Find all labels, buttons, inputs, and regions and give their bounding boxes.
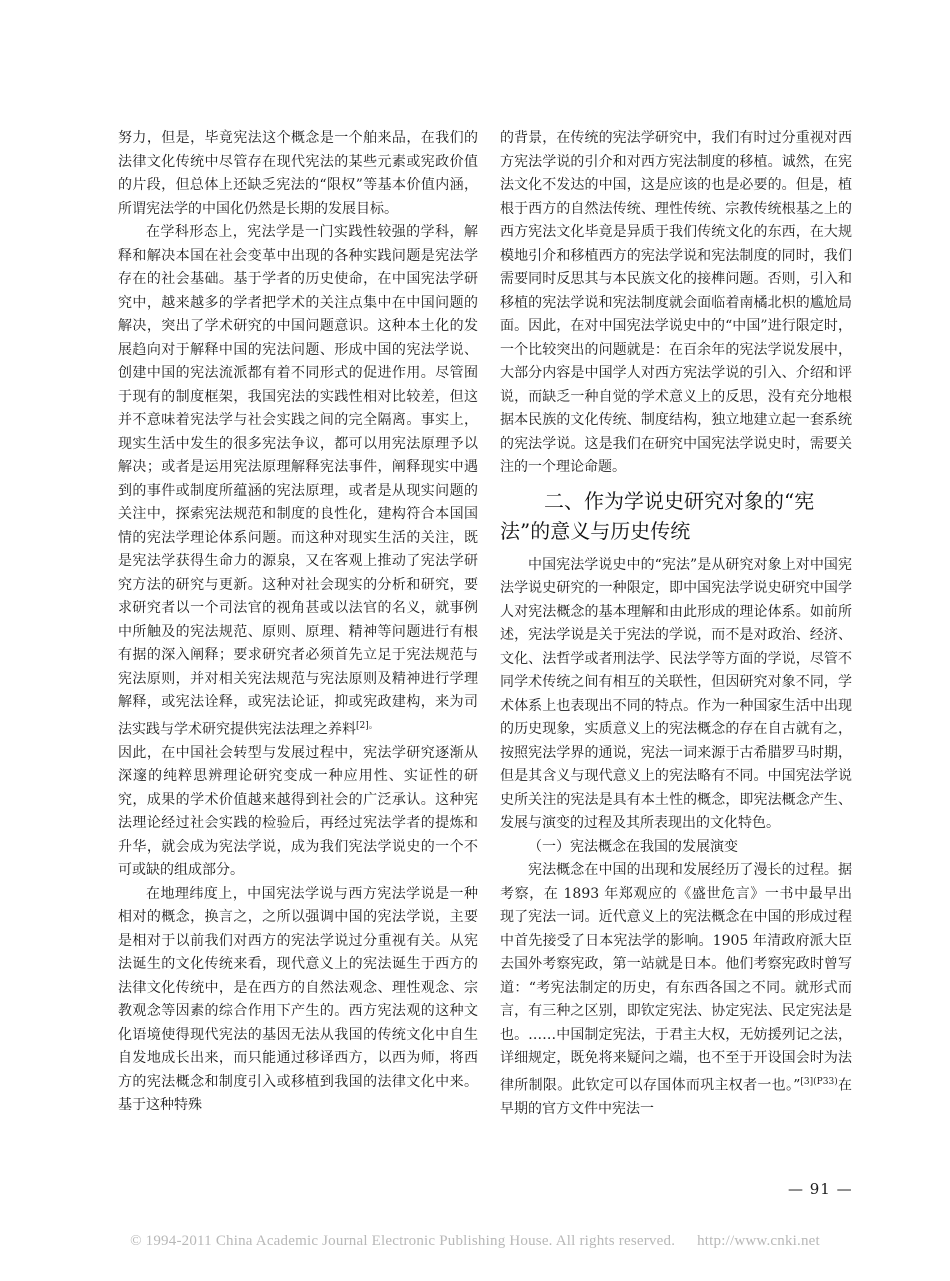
paragraph-4: 在地理纬度上，中国宪法学说与西方宪法学说是一种相对的概念，换言之，之所以强调中国的宪法学说，主要是相对于以前我们对西方的宪法学说过分重视有关。从宪法诞生的文化传统来看，现代意义上的宪法诞生于西方的法律文化传统中，是在西方的自然法观念、理性观念、宗教观念等因素的综合作用下产生的。西方宪法观的这种文化语境使得现代宪法的基因无法从我国的传统文化中自生自发地成长出来，而只能通过移译西方，以西为师，将西方的宪法概念和制度引入或移植到我国的法律文化中来。基于这种特殊: [118, 885, 478, 1114]
paragraph-2-text: 在学科形态上，宪法学是一门实践性较强的学科，解释和解决本国在社会变革中出现的各种实践问题是宪法学存在的社会基础。基于学者的历史使命，在中国宪法学研究中，越来越多的学者把学术的关注点集中在中国问题的解决，突出了学术研究的中国问题意识。这种本土化的发展趋向对于解释中国的宪法问题、形成中国的宪法学说、创建中国的宪法流派都有着不同形式的促进作用。尽管囿于现有的制度框架，我国宪法的实践性相对比较差，但这并不意味着宪法学与社会实践之间的完全隔离。事实上，现实生活中发生的很多宪法争议，都可以用宪法原理予以解决；或者是运用宪法原理解释宪法事件，阐释现实中遇到的事件或制度所蕴涵的宪法原理，或者是从现实问题的关注中，探索宪法规范和制度的良性化，建构符合本国国情的宪法学理论体系问题。而这种对现实生活的关注，既是宪法学获得生命力的源泉，又在客观上推动了宪法学研究方法的研究与更新。这种对社会现实的分析和研究，要求研究者以一个司法官的视角甚或以法官的名义，就事例中所触及的宪法规范、原则、原理、精神等问题进行有根有据的深入阐释；要求研究者必须首先立足于宪法规范与宪法原则，并对相关宪法规范与宪法原则及精神进行学理解释，或宪法诠释，或宪法论证，抑或宪政建构，来为司法实践与学术研究提供宪法法理之养料: [118, 224, 478, 738]
right-column: [500, 127, 852, 1121]
footer: [0, 1233, 950, 1250]
paragraph-7-text: 宪法概念在中国的出现和发展经历了漫长的过程。据考察，在 1893 年郑观应的《盛世危言》一书中最早出现了宪法一词。近代意义上的宪法概念在中国的形成过程中首先接受了日本宪法学的影响。1905 年清政府派大臣去国外考察宪政，第一站就是日本。他们考察宪政时曾写道：“考宪法制定的历史，有东西各国之不同。就形式而言，有三种之区别，即钦定宪法、协定宪法、民定宪法是也。……中国制定宪法，于君主大权，无妨援列记之法，详细规定，既免将来疑问之端，也不至于开设国会时为法律所制限。此钦定可以存国体而巩主权者一也。”: [500, 862, 852, 1094]
paragraph-1: 努力，但是，毕竟宪法这个概念是一个舶来品，在我们的法律文化传统中尽管存在现代宪法的某些元素或宪政价值的片段，但总体上还缺乏宪法的“限权”等基本价值内涵，所谓宪法学的中国化仍然是长期的发展目标。: [118, 130, 478, 217]
section-heading: 二、作为学说史研究对象的“宪法”的意义与历史传统: [500, 488, 815, 543]
paragraph-2: [118, 221, 478, 742]
paragraph-7-tail: 在早期的官方文件中宪法一: [500, 1077, 853, 1117]
page-number: — 91 —: [788, 1180, 853, 1198]
left-column: [118, 127, 478, 1118]
citation-2: [2]。: [356, 720, 378, 731]
footer-copyright: © 1994-2011 China Academic Journal Electronic Publishing House. All rights reserved.: [130, 1233, 676, 1249]
paragraph-5: 的背景，在传统的宪法学研究中，我们有时过分重视对西方宪法学说的引介和对西方宪法制度的移植。诚然，在宪法文化不发达的中国，这是应该的也是必要的。但是，植根于西方的自然法传统、理性传统、宗教传统根基之上的西方宪法文化毕竟是异质于我们传统文化的东西，在大规模地引介和移植西方的宪法学说和宪法制度的同时，我们需要同时反思其与本民族文化的接榫问题。否则，引入和移植的宪法学说和宪法制度就会面临着南橘北枳的尴尬局面。因此，在对中国宪法学说史中的“中国”进行限定时，一个比较突出的问题就是：在百余年的宪法学说发展中，大部分内容是中国学人对西方宪法学说的引入、介绍和评说，而缺乏一种自觉的学术意义上的反思，没有充分地根据本民族的文化传统、制度结构，独立地建立起一套系统的宪法学说。这是我们在研究中国宪法学说史时，需要关注的一个理论命题。: [500, 130, 852, 475]
paragraph-7: [500, 859, 852, 1121]
footer-url[interactable]: http://www.cnki.net: [697, 1233, 820, 1249]
paragraph-6: 中国宪法学说史中的“宪法”是从研究对象上对中国宪法学说史研究的一种限定，即中国宪法学说史研究中国学人对宪法概念的基本理解和由此形成的理论体系。如前所述，宪法学说是关于宪法的学说，而不是对政治、经济、文化、法哲学或者刑法学、民法学等方面的学说，尽管不同学术传统之间有相互的关联性，但因研究对象不同，学术体系上也表现出不同的特点。作为一种国家生活中出现的历史现象，实质意义上的宪法概念的存在自古就有之，按照宪法学界的通说，宪法一词来源于古希腊罗马时期，但是其含义与现代意义上的宪法略有不同。中国宪法学说史所关注的宪法是具有本土性的概念，即宪法概念产生、发展与演变的过程及其所表现出的文化特色。: [500, 556, 852, 831]
paragraph-3: 因此，在中国社会转型与发展过程中，宪法学研究逐渐从深邃的纯粹思辨理论研究变成一种应用性、实证性的研究，成果的学术价值越来越得到社会的广泛承认。这种宪法理论经过社会实践的检验后，再经过宪法学者的提炼和升华，就会成为宪法学说，成为我们宪法学说史的一个不可或缺的组成部分。: [118, 744, 478, 879]
citation-3: [3](P33): [800, 1076, 838, 1087]
subsection-heading: （一）宪法概念在我国的发展演变: [528, 838, 738, 855]
